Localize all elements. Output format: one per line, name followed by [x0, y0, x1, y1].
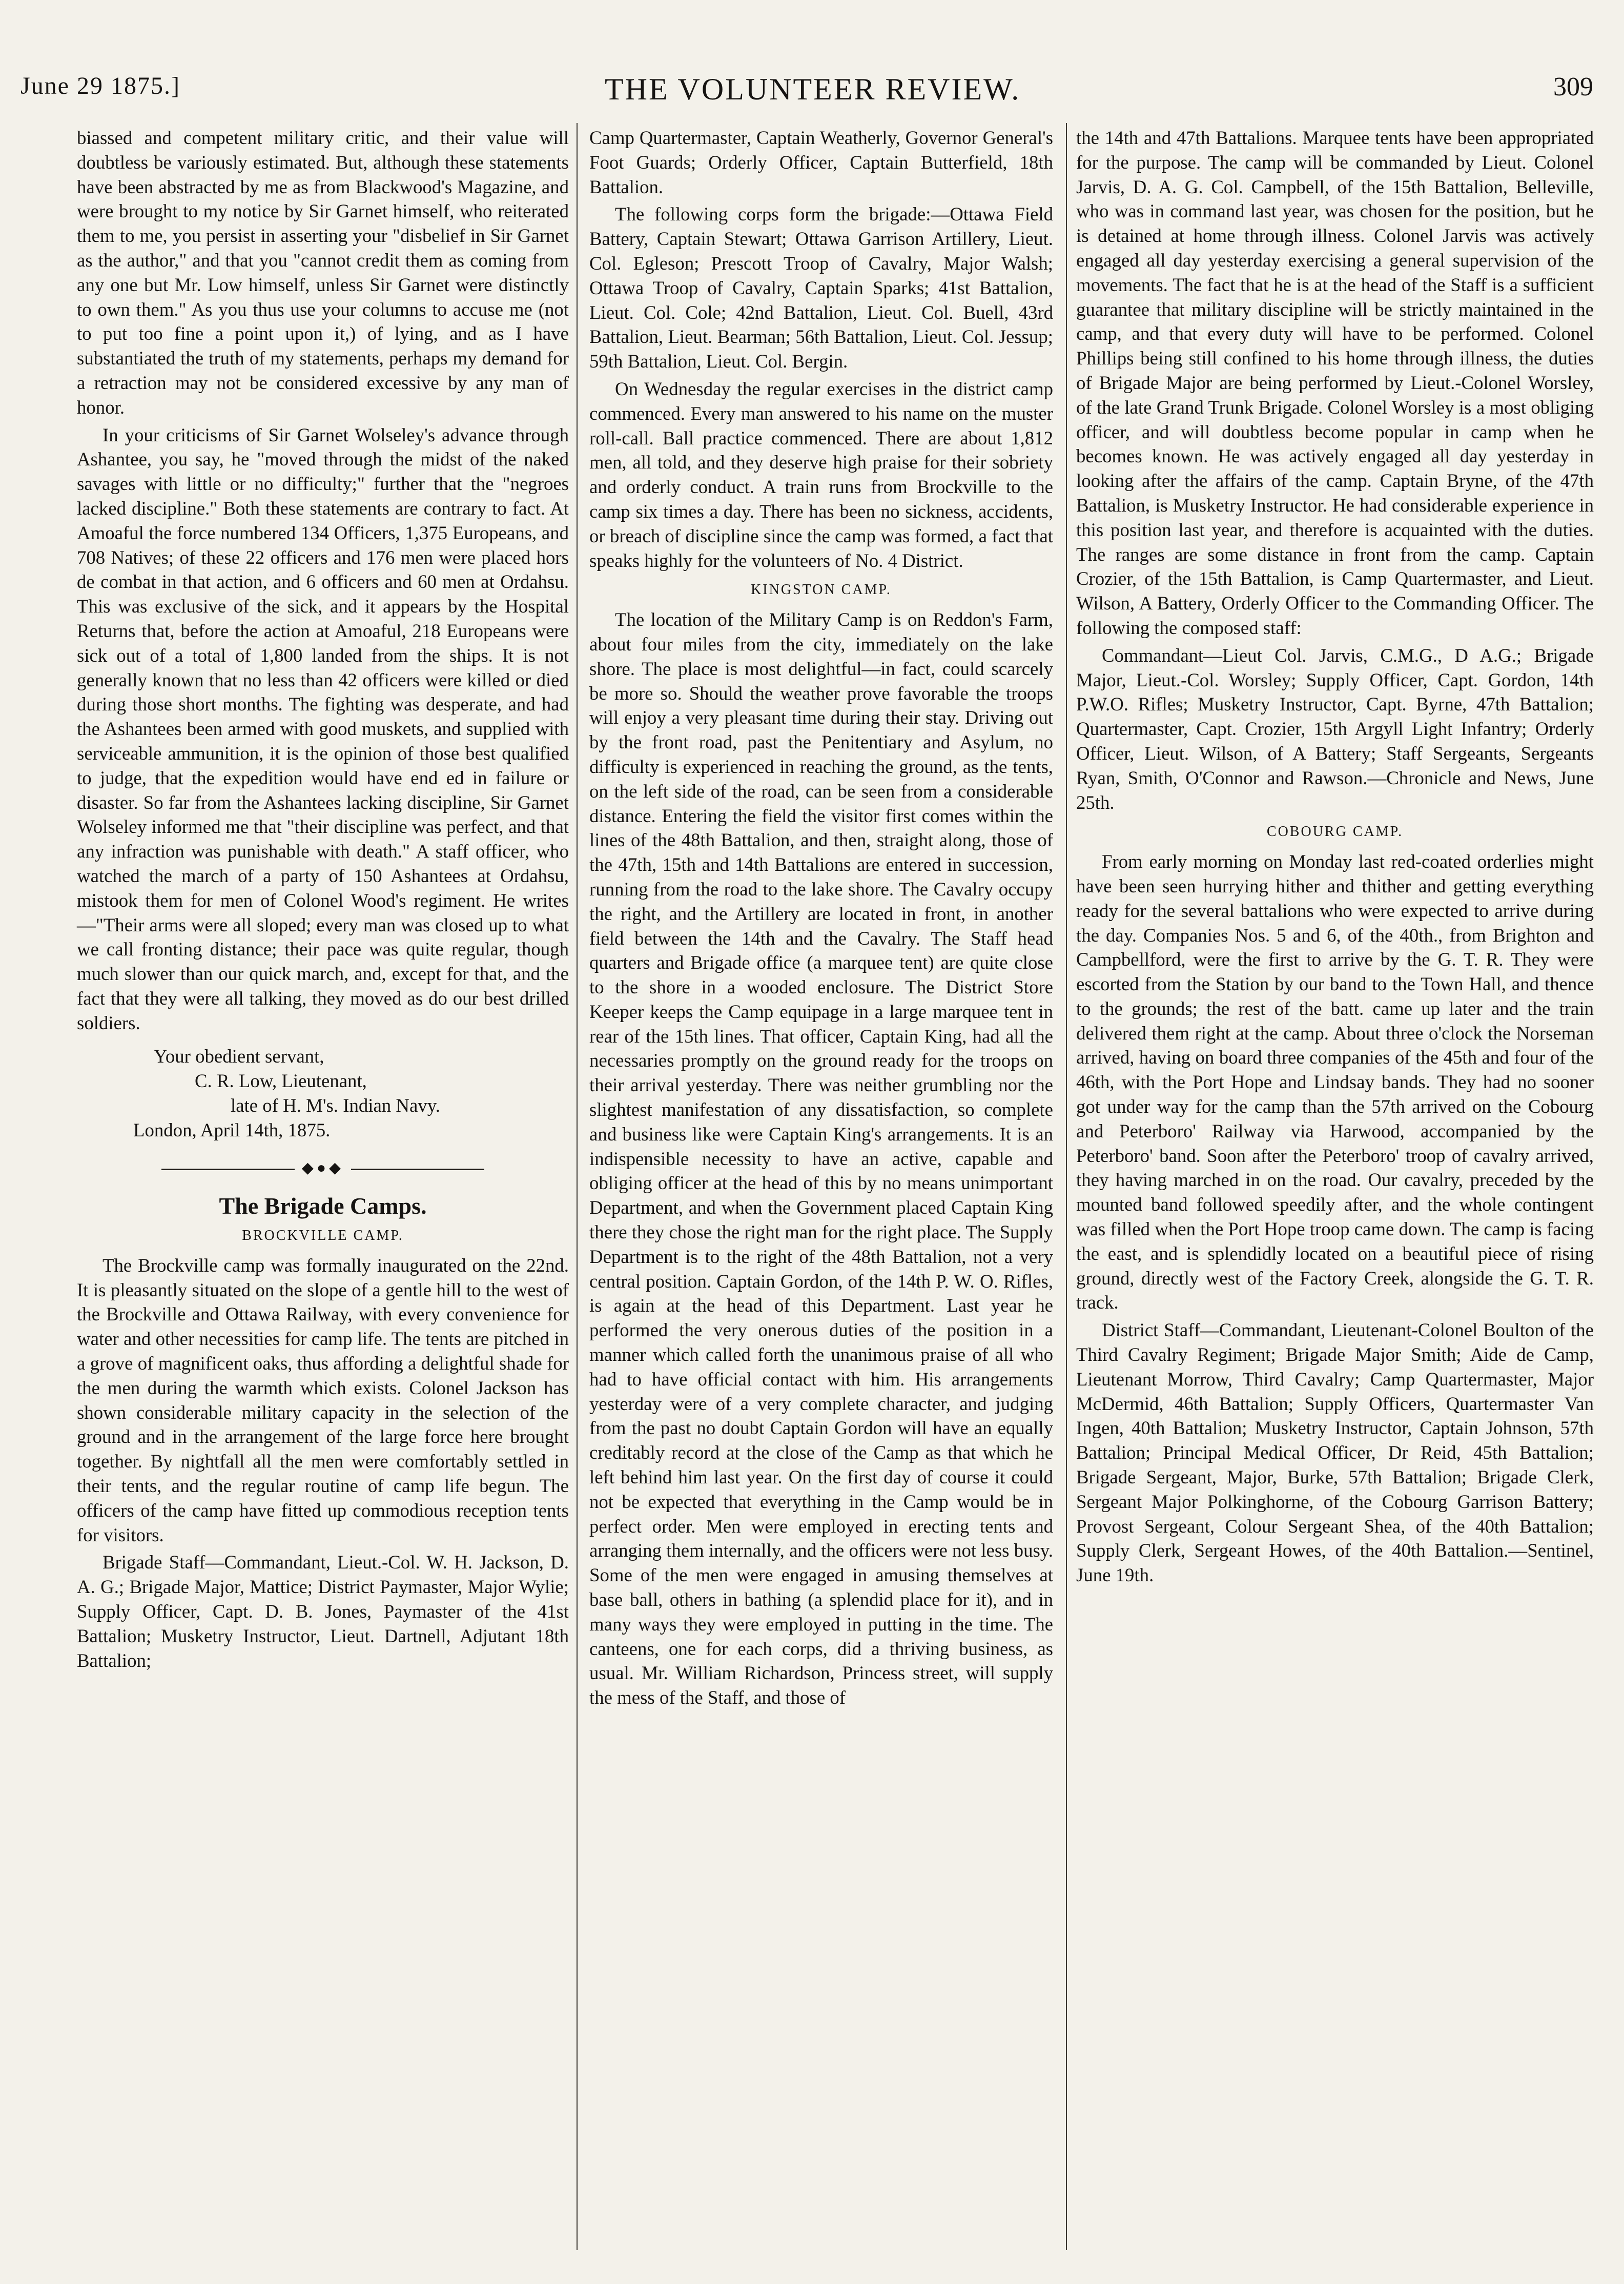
column-2 — [589, 126, 1053, 1713]
letter-paragraph: biassed and competent military critic, and their value will doubtless be variously estimated. But, although these statements have been abstracted by me as from Blackwood's Magazine, and were brought to my notice by Sir Garnet himself, who reiterated them to me, you persist in asserting your "disbelief in Sir Garnet as the author," and that you "cannot credit them as coming from any one but Mr. Low himself, unless Sir Garnet were distinctly to own them." As you thus use your columns to accuse me (not to put too fine a point upon it,) of lying, and as I have substantiated the truth of my statements, perhaps my demand for a retraction may not be considered excessive by any man of honor. — [77, 127, 569, 418]
signature-place-date: London, April 14th, 1875. — [133, 1119, 331, 1141]
column-divider — [577, 123, 578, 2250]
signature-name: C. R. Low, Lieutenant, — [195, 1070, 367, 1092]
section-divider-ornament: ◆●◆ — [77, 1156, 569, 1180]
article-paragraph: District Staff—Commandant, Lieutenant-Colonel Boulton of the Third Cavalry Regiment; Brigade Major Smith; Aide de Camp, Lieutenant Morrow, Third Cavalry; Camp Quartermaster, Major McDermid, 46th Battalion; Supply Officers, Quartermaster Van Ingen, 40th Battalion; Musketry Instructor, Captain Johnson, 57th Battalion; Principal Medical Officer, Dr Reid, 45th Battalion; Brigade Sergeant, Major, Burke, 57th Battalion; Brigade Clerk, Sergeant Major Polkinghorne, of the Cobourg Garrison Battery; Provost Sergeant, Colour Sergeant Shea, of the 40th Battalion; Supply Clerk, Sergeant Howes, of the 40th Battalion.—Sentinel, June 19th. — [1076, 1319, 1594, 1586]
signature-closing: Your obedient servant, — [154, 1046, 324, 1067]
article-heading: The Brigade Camps. — [219, 1193, 427, 1219]
article-paragraph: The Brockville camp was formally inaugurated on the 22nd. It is pleasantly situated on the slope of a gentle hill to the west of the Brockville and Ottawa Railway, with every convenience for water and other necessities for camp life. The tents are pitched in a grove of magnificent oaks, thus affording a delightful shade for the men during the warmth which exists. Colonel Jackson has shown considerable military capacity in the selection of the ground and in the arrangement of the large force here brought together. By nightfall all the men were comfortably settled in their tents, and the regular routine of camp life begun. The officers of the camp have fitted up commodious reception tents for visitors. — [77, 1254, 569, 1545]
article-subhead: BROCKVILLE CAMP. — [242, 1228, 404, 1244]
column-divider — [1066, 123, 1067, 2250]
article-paragraph: The following corps form the brigade:—Ottawa Field Battery, Captain Stewart; Ottawa Garrison Artillery, Lieut. Col. Egleson; Prescott Troop of Cavalry, Major Walsh; Ottawa Troop of Cavalry, Captain Sparks; 41st Battalion, Lieut. Col. Cole; 42nd Battalion, Lieut. Col. Buell, 43rd Battalion, Lieut. Bearman; 56th Battalion, Lieut. Col. Jessup; 59th Battalion, Lieut. Col. Bergin. — [589, 203, 1053, 372]
signature-rank: late of H. M's. Indian Navy. — [231, 1095, 440, 1116]
column-1 — [77, 126, 569, 1676]
article-subhead: KINGSTON CAMP. — [751, 582, 892, 598]
article-paragraph: Commandant—Lieut Col. Jarvis, C.M.G., D A.G.; Brigade Major, Lieut.-Col. Worsley; Supply Officer, Capt. Gordon, 14th P.W.O. Rifles; Musketry Instructor, Capt. Byrne, 47th Battalion; Quartermaster, Capt. Crozier, 15th Argyll Light Infantry; Orderly Officer, Lieut. Wilson, of A Battery; Staff Sergeants, Sergeants Ryan, Smith, O'Connor and Rawson.—Chronicle and News, June 25th. — [1076, 644, 1594, 813]
page-header — [0, 0, 1624, 118]
issue-date: June 29 1875.] — [20, 72, 180, 99]
article-subhead: COBOURG CAMP. — [1266, 824, 1404, 840]
article-paragraph: The location of the Military Camp is on Reddon's Farm, about four miles from the city, immediately on the lake shore. The place is most delightful—in fact, could scarcely be more so. Should the weather prove favorable the troops will enjoy a very pleasant time during their stay. Driving out by the front road, past the Penitentiary and Asylum, no difficulty is experienced in reaching the ground, as the tents, on the left side of the road, can be seen from a considerable distance. Entering the field the visitor first comes within the lines of the 48th Battalion, and then, straight along, those of the 47th, 15th and 14th Battalions are entered in succession, running from the road to the lake shore. The Cavalry occupy the right, and the Artillery are located in front, in another field between the 14th and the Cavalry. The Staff head quarters and Brigade office (a marquee tent) are quite close to the shore in a wooded enclosure. The District Store Keeper keeps the Camp equipage in a large marquee tent in rear of the 15th lines. That officer, Captain King, had all the necessaries promptly on the ground ready for the troops on their arrival yesterday. There was neither grumbling nor the slightest manifestation of any dissatisfaction, so complete and business like were Captain King's arrangements. It is an indispensible necessity to have an active, capable and obliging officer at the head of this by no means unimportant Department, and when the Government placed Captain King there they chose the right man for the right place. The Supply Department is to the right of the 48th Battalion, not a very central position. Captain Gordon, of the 14th P. W. O. Rifles, is again at the head of this Department. Last year he performed the very onerous duties of the position in a manner which called forth the unanimous praise of all who had to have official contact with him. His arrangements yesterday were of a very complete character, and judging from the past no doubt Captain Gordon will have an equally creditably record at the close of the Camp as that which he left behind him last year. On the first day of course it could not be expected that everything in the Camp would be in perfect order. Men were employed in erecting tents and arranging them internally, and the officers were not less busy. Some of the men were engaged in amusing themselves at base ball, others in bathing (a splendid place for it), and in many ways they were employed in putting in the time. The canteens, one for each corps, did a thriving business, as usual. Mr. William Richardson, Princess street, will supply the mess of the Staff, and those of — [589, 609, 1053, 1708]
publication-title: THE VOLUNTEER REVIEW. — [605, 72, 1021, 106]
article-paragraph: Brigade Staff—Commandant, Lieut.-Col. W. H. Jackson, D. A. G.; Brigade Major, Mattice; District Paymaster, Major Wylie; Supply Officer, Capt. D. B. Jones, Paymaster of the 41st Battalion; Musketry Instructor, Lieut. Dartnell, Adjutant 18th Battalion; — [77, 1552, 569, 1671]
column-3 — [1076, 126, 1594, 1590]
page-number: 309 — [1553, 72, 1593, 101]
article-paragraph: Camp Quartermaster, Captain Weatherly, Governor General's Foot Guards; Orderly Officer, Captain Butterfield, 18th Battalion. — [589, 127, 1053, 197]
article-paragraph: the 14th and 47th Battalions. Marquee tents have been appropriated for the purpose. The camp will be commanded by Lieut. Colonel Jarvis, D. A. G. Col. Campbell, of the 15th Battalion, Belleville, who was in command last year, was chosen for the position, but he is detained at home through illness. Colonel Jarvis was actively engaged all day yesterday exercising a general supervision of the movements. The fact that he is at the head of the Staff is a sufficient guarantee that military discipline will be strictly maintained in the camp, and that every duty will have to be performed. Colonel Phillips being still confined to his home through illness, the duties of Brigade Major are being performed by Lieut.-Colonel Worsley, of the late Grand Trunk Brigade. Colonel Worsley is a most obliging officer, and will doubtless become popular in camp when he becomes known. He was actively engaged all day yesterday in looking after the affairs of the camp. Captain Bryne, of the 47th Battalion, is Musketry Instructor. He had considerable experience in this position last year, and therefore is acquainted with the duties. The ranges are some distance in front from the camp. Captain Crozier, of the 15th Battalion, is Camp Quartermaster, and Lieut. Wilson, A Battery, Orderly Officer to the Commanding Officer. The following the composed staff: — [1076, 127, 1594, 638]
article-paragraph: On Wednesday the regular exercises in the district camp commenced. Every man answered to his name on the muster roll-call. Ball practice commenced. There are about 1,812 men, all told, and they deserve high praise for their sobriety and orderly conduct. A train runs from Brockville to the camp six times a day. There has been no sickness, accidents, or breach of discipline since the camp was formed, a fact that speaks highly for the volunteers of No. 4 District. — [589, 378, 1053, 571]
letter-paragraph: In your criticisms of Sir Garnet Wolseley's advance through Ashantee, you say, he "moved through the midst of the naked savages with little or no difficulty;" further that the "negroes lacked discipline." Both these statements are contrary to fact. At Amoaful the force numbered 134 Officers, 1,375 Europeans, and 708 Natives; of these 22 officers and 176 men were placed hors de combat in that action, and 6 officers and 60 men at Ordahsu. This was exclusive of the sick, and it appears by the Hospital Returns that, before the action at Amoaful, 218 Europeans were sick out of a total of 1,800 landed from the ships. It is not generally known that no less than 42 officers were killed or died during those short months. The fighting was desperate, and had the Ashantees been armed with good muskets, and supplied with serviceable ammunition, it is the opinion of those best qualified to judge, that the expedition would have end ed in failure or disaster. So far from the Ashantees lacking discipline, Sir Garnet Wolseley informed me that "their discipline was perfect, and that any infraction was punishable with death." A staff officer, who watched the march of a party of 150 Ashantees at Ordahsu, mistook them for men of Colonel Wood's regiment. He writes—"Their arms were all sloped; every man was closed up to what we call fronting distance; their pace was quite regular, though much slower than our quick march, and, except for that, and the fact that they were all talking, they moved as do our best drilled soldiers. — [77, 424, 569, 1033]
article-paragraph: From early morning on Monday last red-coated orderlies might have been seen hurrying hither and thither and getting everything ready for the several battalions who were expected to arrive during the day. Companies Nos. 5 and 6, of the 40th., from Brighton and Campbellford, were the first to arrive by the G. T. R. They were escorted from the Station by our band to the Town Hall, and thence to the grounds; the rest of the batt. came up later and the train delivered them right at the camp. About three o'clock the Norseman arrived, having on board three companies of the 45th and four of the 46th, with the Port Hope and Lindsay bands. They had no sooner got under way for the camp than the 57th arrived on the Cobourg and Peterboro' Railway via Harwood, accompanied by the Peterboro' band. Soon after the Peterboro' troop of cavalry arrived, they having marched in on the road. Our cavalry, preceded by the mounted band followed speedily after, and the whole contingent was filled when the Port Hope troop came down. The camp is facing the east, and is splendidly located on a beautiful piece of rising ground, directly west of the Factory Creek, alongside the G. T. R. track. — [1076, 851, 1594, 1313]
letter-signature — [77, 1044, 569, 1143]
